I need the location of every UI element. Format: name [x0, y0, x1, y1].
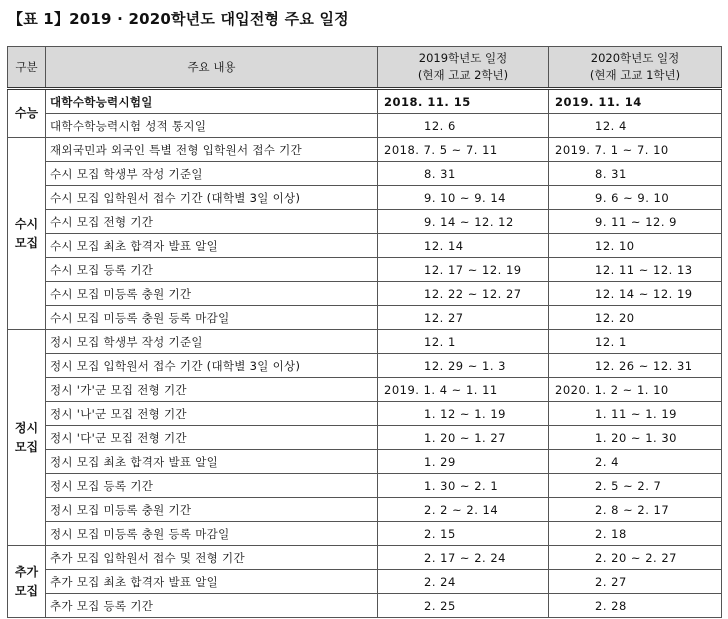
- date-2020: 2. 5 ~ 2. 7: [549, 474, 722, 498]
- category-label-line1: 수시: [14, 216, 39, 231]
- date-2020: 2. 18: [549, 522, 722, 546]
- header-2020-line1: 2020학년도 일정: [590, 51, 680, 65]
- schedule-item: 정시 '나'군 모집 전형 기간: [46, 402, 378, 426]
- table-row: [8, 474, 722, 498]
- schedule-item: 정시 모집 최초 합격자 발표 알일: [46, 450, 378, 474]
- date-2019: 12. 14: [378, 234, 549, 258]
- date-2020: 12. 20: [549, 306, 722, 330]
- schedule-table: [7, 46, 722, 618]
- date-2019: 12. 22 ~ 12. 27: [378, 282, 549, 306]
- header-content: 주요 내용: [46, 47, 378, 89]
- date-2019: 12. 29 ~ 1. 3: [378, 354, 549, 378]
- date-2020: 12. 11 ~ 12. 13: [549, 258, 722, 282]
- table-row: [8, 210, 722, 234]
- date-2019: 8. 31: [378, 162, 549, 186]
- date-2020: 12. 14 ~ 12. 19: [549, 282, 722, 306]
- category-cell: [8, 546, 46, 618]
- schedule-item: 추가 모집 최초 합격자 발표 알일: [46, 570, 378, 594]
- date-2020: 9. 6 ~ 9. 10: [549, 186, 722, 210]
- date-2019: 1. 30 ~ 2. 1: [378, 474, 549, 498]
- table-row: [8, 114, 722, 138]
- header-2019-line1: 2019학년도 일정: [418, 51, 508, 65]
- table-row: [8, 354, 722, 378]
- date-2020: 9. 11 ~ 12. 9: [549, 210, 722, 234]
- date-2020: 2. 4: [549, 450, 722, 474]
- date-2020: 2. 20 ~ 2. 27: [549, 546, 722, 570]
- table-row: [8, 258, 722, 282]
- date-2020: 2. 8 ~ 2. 17: [549, 498, 722, 522]
- header-2020: [549, 47, 722, 89]
- date-2020: 8. 31: [549, 162, 722, 186]
- category-cell: [8, 330, 46, 546]
- table-row: [8, 594, 722, 618]
- schedule-item: 정시 '다'군 모집 전형 기간: [46, 426, 378, 450]
- date-2020: 12. 26 ~ 12. 31: [549, 354, 722, 378]
- date-2019: 2. 24: [378, 570, 549, 594]
- table-row: [8, 330, 722, 354]
- schedule-item: 추가 모집 입학원서 접수 및 전형 기간: [46, 546, 378, 570]
- date-2020: 2. 27: [549, 570, 722, 594]
- schedule-item: 수시 모집 입학원서 접수 기간 (대학별 3일 이상): [46, 186, 378, 210]
- table-row: [8, 546, 722, 570]
- category-label-line2: 모집: [14, 439, 39, 454]
- date-2019: 12. 6: [378, 114, 549, 138]
- date-2020: 1. 20 ~ 1. 30: [549, 426, 722, 450]
- date-2019: 9. 14 ~ 12. 12: [378, 210, 549, 234]
- date-2019: 1. 29: [378, 450, 549, 474]
- category-label-line1: 수능: [14, 106, 39, 120]
- schedule-item: 재외국민과 외국인 특별 전형 입학원서 접수 기간: [46, 138, 378, 162]
- date-2020: 2019. 7. 1 ~ 7. 10: [549, 138, 722, 162]
- category-cell: [8, 138, 46, 330]
- category-label-line2: 모집: [14, 235, 39, 250]
- date-2020: 2. 28: [549, 594, 722, 618]
- table-row: [8, 402, 722, 426]
- table-row: [8, 234, 722, 258]
- date-2019: 1. 12 ~ 1. 19: [378, 402, 549, 426]
- schedule-item: 수시 모집 미등록 충원 기간: [46, 282, 378, 306]
- date-2019: 2018. 11. 15: [378, 89, 549, 114]
- header-category: 구분: [8, 47, 46, 89]
- header-2019: [378, 47, 549, 89]
- date-2020: 1. 11 ~ 1. 19: [549, 402, 722, 426]
- table-row: [8, 282, 722, 306]
- date-2019: 12. 1: [378, 330, 549, 354]
- date-2020: 12. 10: [549, 234, 722, 258]
- date-2020: 2020. 1. 2 ~ 1. 10: [549, 378, 722, 402]
- table-row: [8, 89, 722, 114]
- schedule-item: 수시 모집 학생부 작성 기준일: [46, 162, 378, 186]
- date-2020: 12. 1: [549, 330, 722, 354]
- schedule-item: 정시 모집 미등록 충원 등록 마감일: [46, 522, 378, 546]
- date-2019: 2. 17 ~ 2. 24: [378, 546, 549, 570]
- schedule-item: 수시 모집 최초 합격자 발표 알일: [46, 234, 378, 258]
- table-row: [8, 570, 722, 594]
- date-2019: 2019. 1. 4 ~ 1. 11: [378, 378, 549, 402]
- date-2020: 12. 4: [549, 114, 722, 138]
- date-2019: 2. 2 ~ 2. 14: [378, 498, 549, 522]
- category-label-line1: 추가: [14, 564, 39, 579]
- schedule-item: 정시 모집 미등록 충원 기간: [46, 498, 378, 522]
- header-2020-line2: (현재 고교 1학년): [589, 68, 681, 82]
- schedule-item: 추가 모집 등록 기간: [46, 594, 378, 618]
- date-2020: 2019. 11. 14: [549, 89, 722, 114]
- table-row: [8, 498, 722, 522]
- schedule-item: 대학수학능력시험일: [46, 89, 378, 114]
- schedule-item: 정시 모집 등록 기간: [46, 474, 378, 498]
- table-row: [8, 186, 722, 210]
- schedule-item: 수시 모집 등록 기간: [46, 258, 378, 282]
- schedule-item: 정시 모집 학생부 작성 기준일: [46, 330, 378, 354]
- table-row: [8, 306, 722, 330]
- table-row: [8, 162, 722, 186]
- category-label-line2: 모집: [14, 583, 39, 598]
- category-cell: [8, 89, 46, 138]
- date-2019: 2. 25: [378, 594, 549, 618]
- table-title: 【표 1】2019 · 2020학년도 대입전형 주요 일정: [8, 10, 349, 28]
- date-2019: 1. 20 ~ 1. 27: [378, 426, 549, 450]
- table-header: [8, 47, 722, 89]
- date-2019: 12. 17 ~ 12. 19: [378, 258, 549, 282]
- date-2019: 2. 15: [378, 522, 549, 546]
- date-2019: 12. 27: [378, 306, 549, 330]
- table-row: [8, 378, 722, 402]
- table-body: [8, 89, 722, 618]
- table-row: [8, 450, 722, 474]
- table-row: [8, 426, 722, 450]
- table-row: [8, 138, 722, 162]
- date-2019: 9. 10 ~ 9. 14: [378, 186, 549, 210]
- schedule-item: 대학수학능력시험 성적 통지일: [46, 114, 378, 138]
- schedule-item: 수시 모집 미등록 충원 등록 마감일: [46, 306, 378, 330]
- category-label-line1: 정시: [14, 420, 39, 435]
- schedule-item: 정시 모집 입학원서 접수 기간 (대학별 3일 이상): [46, 354, 378, 378]
- schedule-item: 수시 모집 전형 기간: [46, 210, 378, 234]
- schedule-item: 정시 '가'군 모집 전형 기간: [46, 378, 378, 402]
- date-2019: 2018. 7. 5 ~ 7. 11: [378, 138, 549, 162]
- header-2019-line2: (현재 고교 2학년): [417, 68, 509, 82]
- table-row: [8, 522, 722, 546]
